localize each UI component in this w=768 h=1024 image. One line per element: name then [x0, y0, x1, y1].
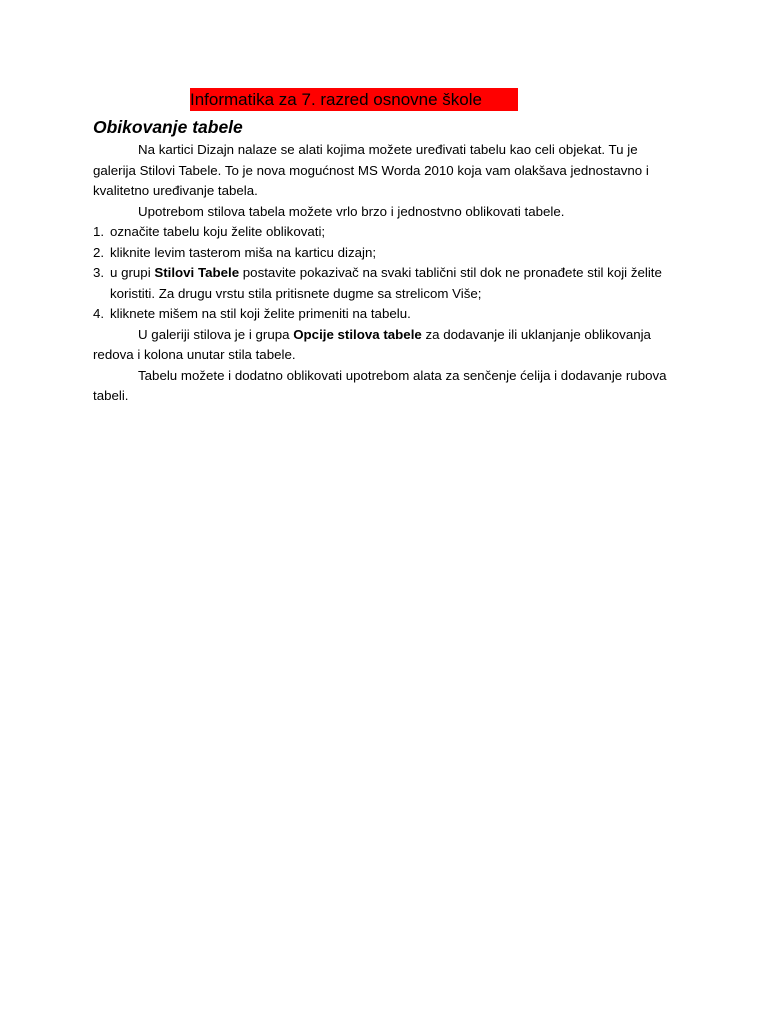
- list-item-text-before: u grupi: [110, 265, 155, 280]
- list-item-number: 2.: [93, 244, 105, 260]
- list-item: [93, 304, 678, 325]
- usage-paragraph: Upotrebom stilova tabela možete vrlo brzo i jednostvno oblikovati tabele.: [138, 203, 565, 219]
- section-title: Obikovanje tabele: [93, 117, 243, 137]
- list-item-text: kliknete mišem na stil koji želite primeniti na tabelu.: [110, 306, 411, 321]
- list-item-text: kliknite levim tasterom miša na karticu dizajn;: [110, 244, 377, 260]
- gallery-text-before: U galeriji stilova je i grupa: [138, 326, 294, 342]
- document-body: [93, 140, 678, 407]
- page-header-highlighted: Informatika za 7. razred osnovne škole: [190, 88, 518, 111]
- closing-paragraph: Tabelu možete i dodatno oblikovati upotrebom alata za senčenje ćelija i dodavanje rubova tabeli.: [93, 367, 667, 403]
- gallery-bold-term: Opcije stilova tabele: [293, 326, 422, 342]
- list-item-number: 3.: [93, 265, 105, 280]
- list-item: [93, 222, 678, 243]
- intro-paragraph: Na kartici Dizajn nalaze se alati kojima možete uređivati tabelu kao celi objekat. Tu je galerija Stilovi Tabele. To je nova mogućnost MS Worda 2010 koja vam olakšava jednostavno i kvalitetno uređivanje tabela.: [93, 142, 649, 198]
- list-item: [93, 263, 678, 304]
- list-item: [93, 243, 678, 264]
- list-item-text: označite tabelu koju želite oblikovati;: [110, 224, 326, 239]
- gallery-text-after: za dodavanje ili uklanjanje oblikovanja redova i kolona unutar stila tabele.: [93, 326, 651, 362]
- list-item-bold-term: Stilovi Tabele: [154, 265, 240, 280]
- gallery-paragraph: [93, 325, 678, 366]
- list-item-text-after: postavite pokazivač na svaki tablični stil dok ne pronađete stil koji želite koristiti. Za drugu vrstu stila pritisnete dugme sa strelicom Više;: [110, 265, 662, 301]
- list-item-number: 4.: [93, 306, 105, 321]
- steps-list: [93, 222, 678, 325]
- list-item-number: 1.: [93, 224, 105, 239]
